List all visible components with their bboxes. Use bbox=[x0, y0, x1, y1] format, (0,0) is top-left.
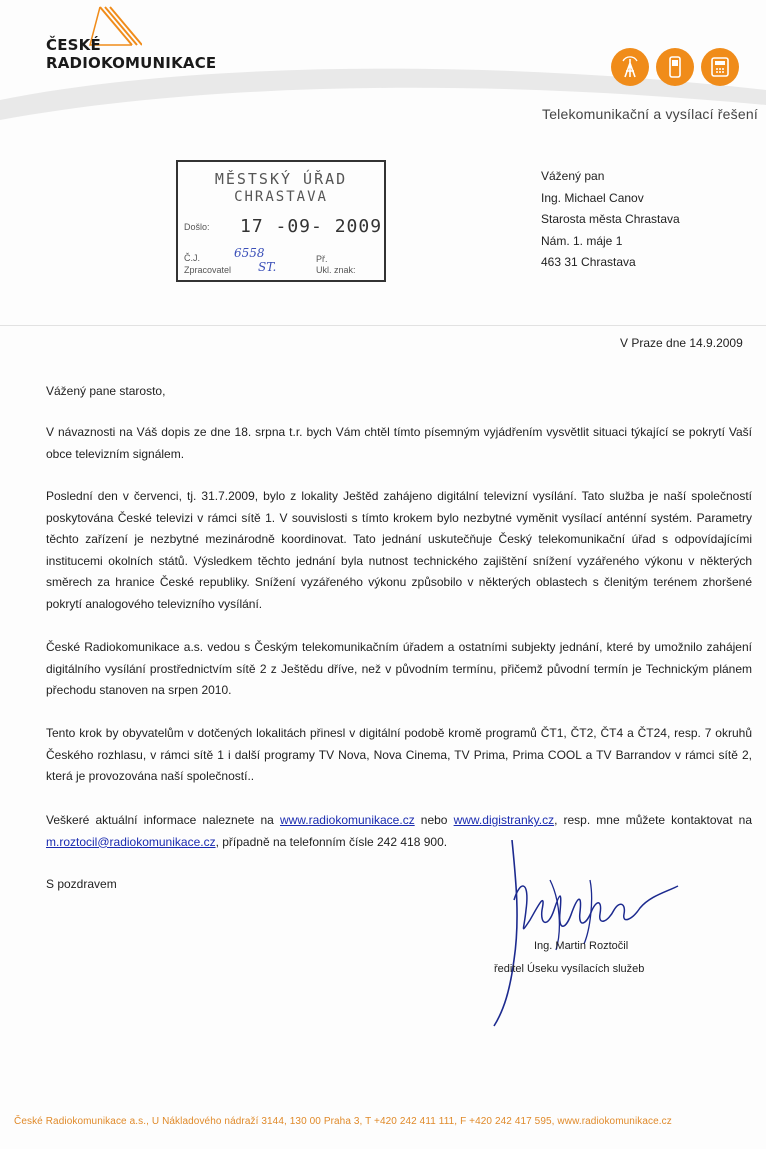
paragraph-5-text-b: nebo bbox=[414, 813, 454, 827]
letter-paragraph-3: České Radiokomunikace a.s. vedou s Českým telekomunikačním úřadem a ostatními subjekty jednání, které by umožnilo zahájení digitálního vysílání prostřednictvím sítě 2 z Ještědu dříve, než v původním termínu, přičemž původní termín je Technickým plánem přechodu stanoven na srpen 2010. bbox=[46, 640, 752, 697]
stamp-received-date: 17 -09- 2009 bbox=[240, 216, 383, 237]
paragraph-5-text-a: Veškeré aktuální informace naleznete na bbox=[46, 813, 280, 827]
recipient-salutation: Vážený pan bbox=[541, 169, 605, 183]
stamp-received-label: Došlo: bbox=[184, 222, 210, 232]
letter-paragraph-4: Tento krok by obyvatelům v dotčených lokalitách přinesl v digitální podobě kromě programů ČT1, ČT2, ČT4 a ČT24, resp. 7 okruhů Českého rozhlasu, v rámci sítě 1 i další programy TV Nova, Nova Cinema, TV Prima, Prima COOL a TV Barrandov v rámci sítě 2, která je provozována naší společností.. bbox=[46, 726, 752, 783]
received-stamp bbox=[176, 160, 386, 282]
company-name-line2: RADIOKOMUNIKACE bbox=[46, 54, 217, 72]
paragraph-5-text-d: , případně na telefonním čísle 242 418 900. bbox=[215, 834, 448, 849]
signer-name: Ing. Martin Roztočil bbox=[534, 940, 629, 952]
stamp-pr-label: Př. bbox=[316, 254, 328, 264]
signer-role: ředitel Úseku vysílacích služeb bbox=[494, 963, 645, 975]
handwritten-signature bbox=[490, 840, 680, 1030]
stamp-ref-handwritten: 6558 bbox=[234, 246, 265, 260]
stamp-filing-label: Ukl. znak: bbox=[316, 265, 356, 275]
recipient-city: 463 31 Chrastava bbox=[541, 255, 636, 269]
desk-phone-icon bbox=[701, 48, 739, 86]
company-name-line1: ČESKÉ bbox=[46, 36, 101, 54]
letter-paragraph-1: V návaznosti na Váš dopis ze dne 18. srpna t.r. bych Vám chtěl tímto písemným vyjádřením vysvětlit situaci týkající se pokrytí Vaší obce televizním signálem. bbox=[46, 425, 752, 461]
stamp-processor-label: Zpracovatel bbox=[184, 265, 232, 275]
stamp-ref-label: Č.J. bbox=[184, 253, 201, 263]
letter-closing: S pozdravem bbox=[46, 877, 117, 891]
radiokomunikace-website-link[interactable]: www.radiokomunikace.cz bbox=[279, 813, 415, 827]
service-icons bbox=[611, 48, 739, 86]
place-and-date: V Praze dne 14.9.2009 bbox=[620, 336, 743, 350]
recipient-name: Ing. Michael Canov bbox=[541, 190, 644, 205]
letter-greeting: Vážený pane starosto, bbox=[46, 384, 166, 398]
stamp-processor-handwritten: ST. bbox=[258, 260, 277, 274]
mobile-phone-icon bbox=[656, 48, 694, 86]
company-tagline: Telekomunikační a vysílací řešení bbox=[542, 106, 758, 122]
antenna-icon bbox=[611, 48, 649, 86]
recipient-street: Nám. 1. máje 1 bbox=[541, 233, 623, 248]
digistranky-website-link[interactable]: www.digistranky.cz bbox=[453, 813, 555, 827]
paragraph-5-text-c: , resp. mne můžete kontaktovat na bbox=[554, 813, 752, 827]
paper-fold-line bbox=[0, 325, 766, 326]
contact-email-link[interactable]: m.roztocil@radiokomunikace.cz bbox=[46, 834, 216, 849]
recipient-address bbox=[541, 166, 680, 274]
stamp-office-line2: CHRASTAVA bbox=[234, 189, 328, 205]
recipient-title: Starosta města Chrastava bbox=[541, 212, 680, 226]
stamp-office-line1: MĚSTSKÝ ÚŘAD bbox=[214, 170, 348, 188]
letter-paragraph-2: Poslední den v červenci, tj. 31.7.2009, bylo z lokality Ještěd zahájeno digitální televizní vysílání. Tato služba je naší společností poskytována České televizi v rámci sítě 1. V souvislosti s tímto krokem bylo nezbytné vyměnit vysílací anténní systém. Parametry těchto zařízení je nezbytné mezinárodně koordinovat. Tato jednání uskutečňuje Český telekomunikační úřad s odpovídajícími institucemi okolních států. Výsledkem těchto jednání byla nutnost technického zajištění snížení vyzářeného výkonu v některých směrech za hranice České republiky. Snížení vyzářeného výkonu způsobilo v některých oblastech s členitým terénem zhoršené pokrytí analogového televizního vysílání. bbox=[46, 489, 752, 611]
company-footer: České Radiokomunikace a.s., U Nákladového nádraží 3144, 130 00 Praha 3, T +420 242 411 111, F +420 242 417 595, www.radiokomunikace.cz bbox=[14, 1116, 672, 1127]
